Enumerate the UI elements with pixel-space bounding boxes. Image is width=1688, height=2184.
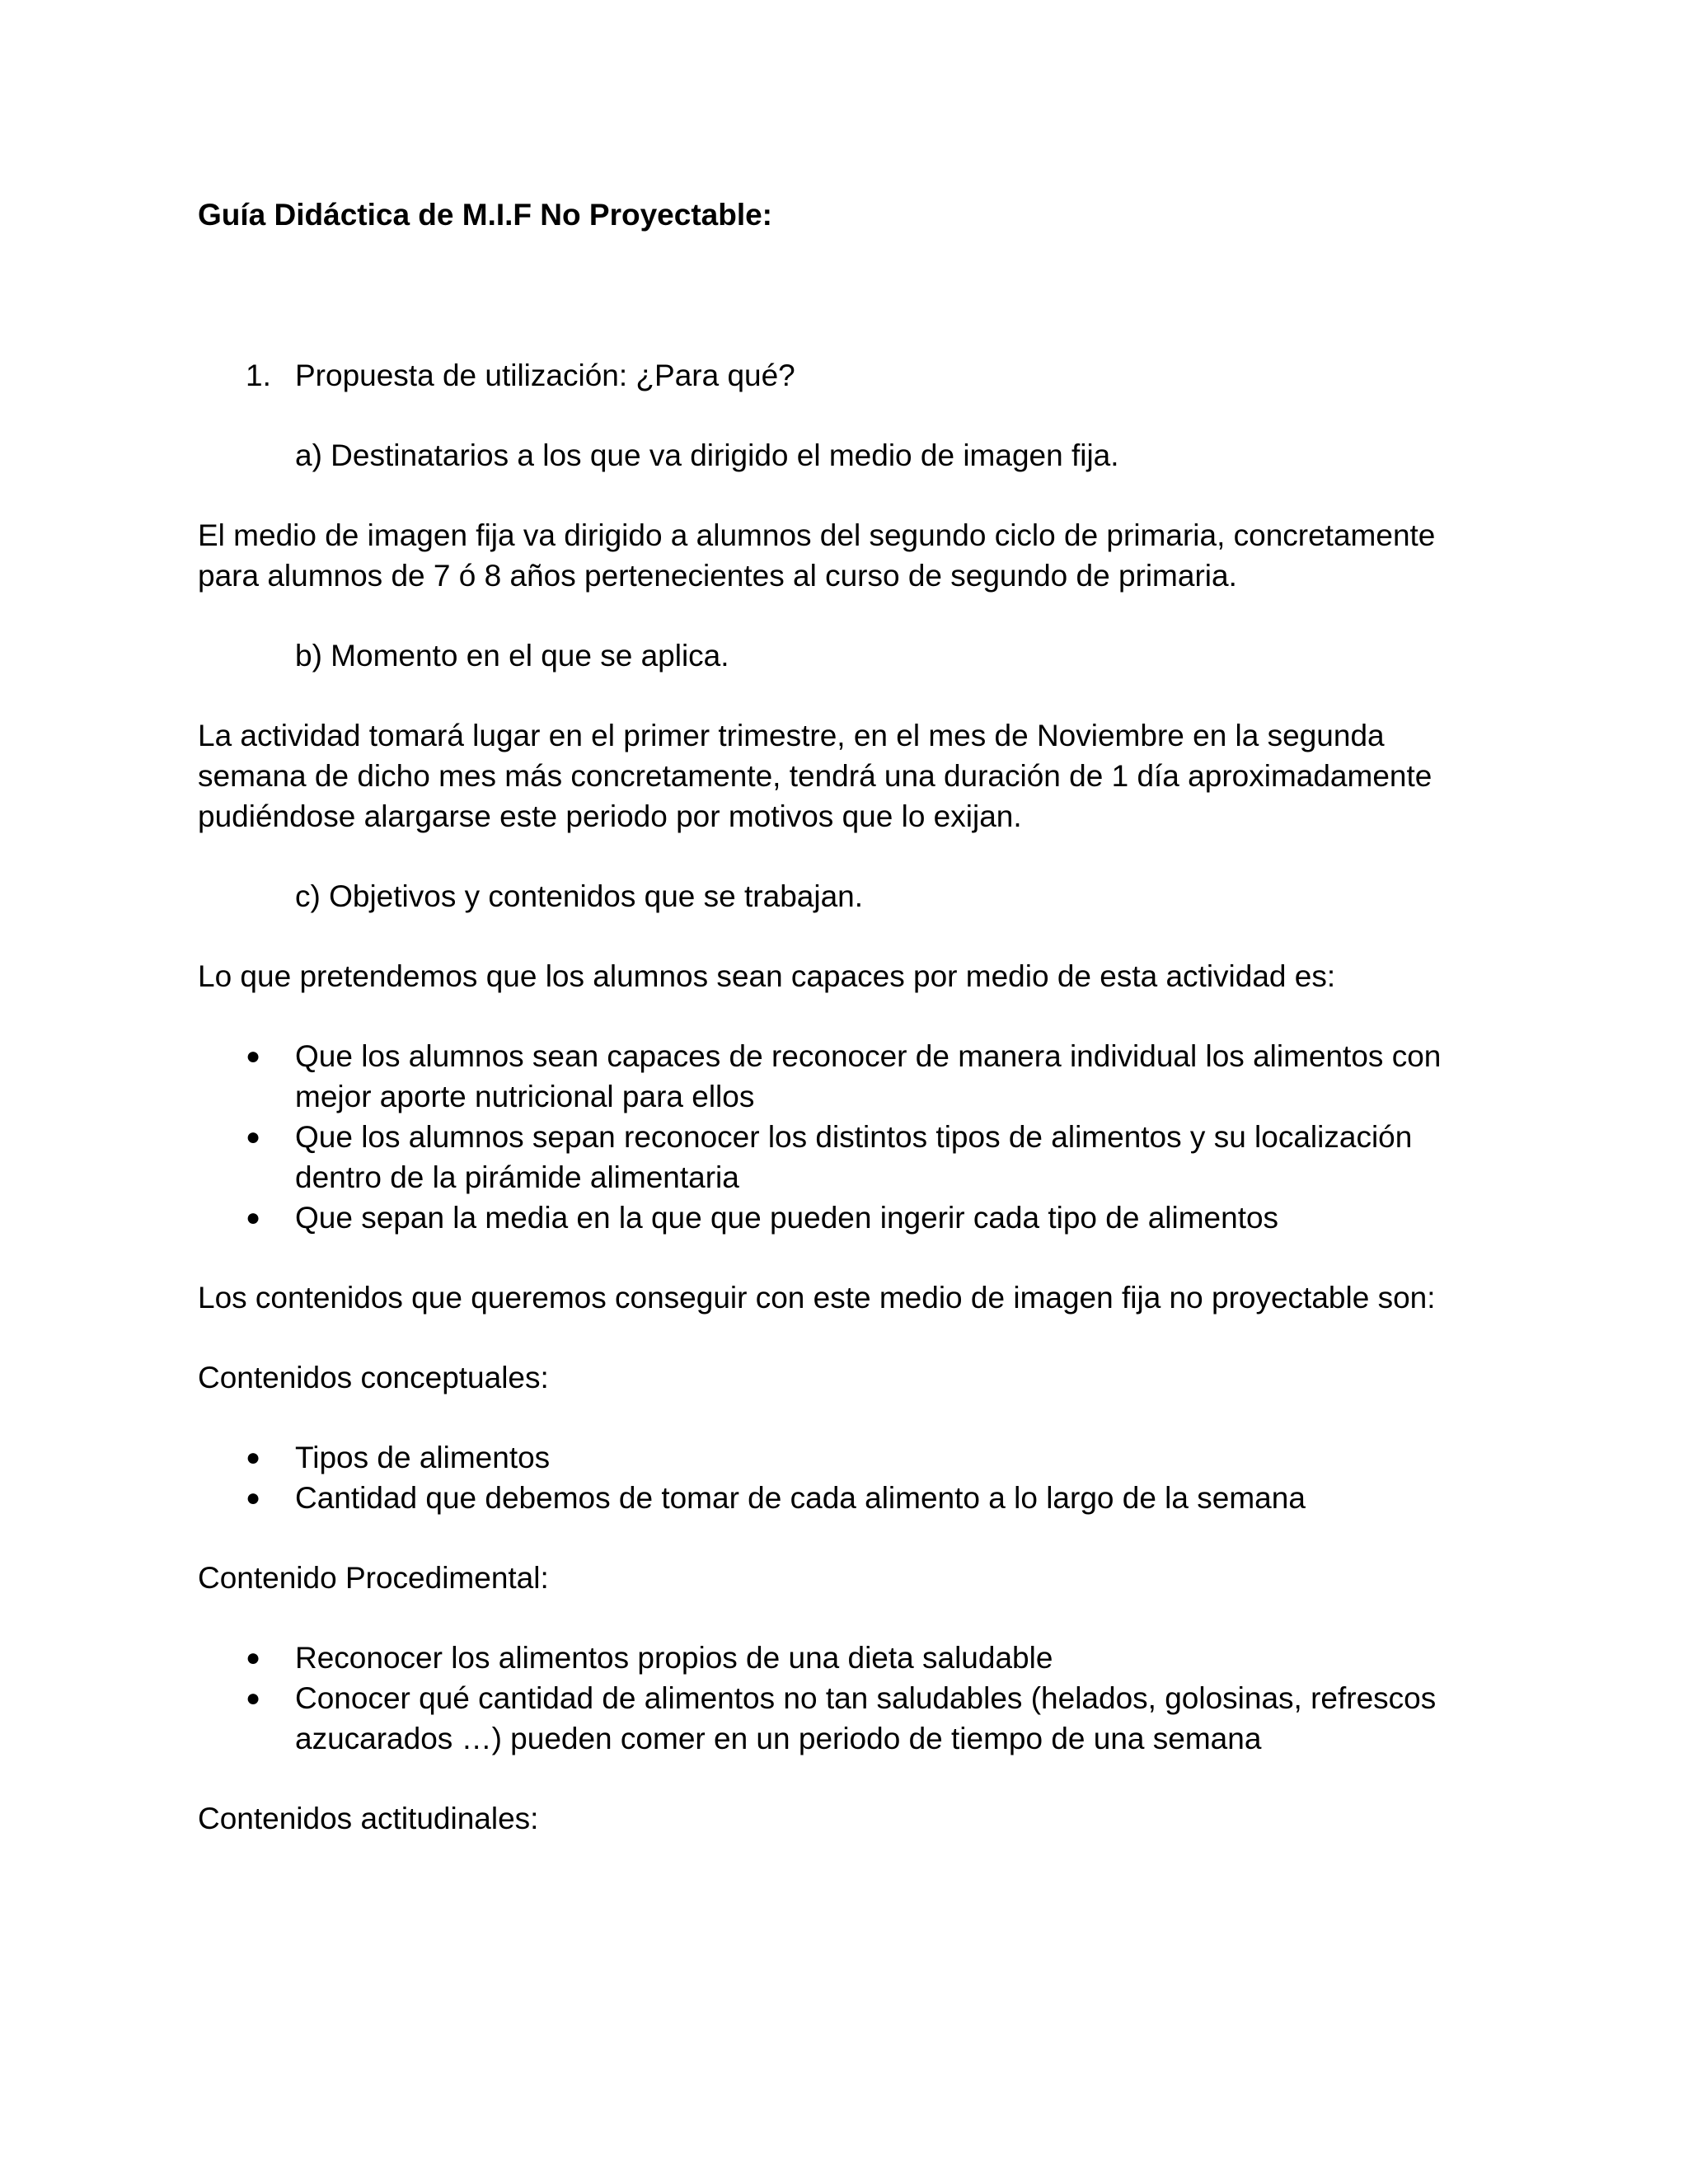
document-title: Guía Didáctica de M.I.F No Proyectable: [198, 198, 773, 232]
section-heading-text: Propuesta de utilización: ¿Para qué? [295, 359, 795, 392]
section-1-heading [198, 355, 1467, 396]
bullet-icon: ● [246, 1644, 261, 1671]
objectives-list [198, 1036, 1467, 1238]
bullet-icon: ● [246, 1484, 261, 1511]
section-number: 1. [246, 359, 271, 392]
list-item [198, 1678, 1467, 1759]
subsection-b-heading: b) Momento en el que se aplica. [295, 639, 729, 673]
list-item [198, 1478, 1467, 1518]
bullet-icon: ● [246, 1204, 261, 1231]
attitudinal-label: Contenidos actitudinales: [198, 1802, 539, 1835]
list-item [198, 1117, 1467, 1197]
list-item-text: Cantidad que debemos de tomar de cada alimento a lo largo de la semana [295, 1481, 1306, 1515]
bullet-icon: ● [246, 1043, 261, 1070]
conceptual-label: Contenidos conceptuales: [198, 1361, 549, 1394]
list-item-text: Conocer qué cantidad de alimentos no tan saludables (helados, golosinas, refrescos azucarados …) pueden comer en un periodo de tiempo de una semana [295, 1681, 1437, 1755]
subsection-a-paragraph: El medio de imagen fija va dirigido a alumnos del segundo ciclo de primaria, concretamente para alumnos de 7 ó 8 años pertenecientes al curso de segundo de primaria. [198, 518, 1436, 593]
bullet-icon: ● [246, 1685, 261, 1712]
subsection-c-heading: c) Objetivos y contenidos que se trabajan. [295, 879, 863, 913]
list-item [198, 1036, 1467, 1117]
list-item [198, 1638, 1467, 1678]
objectives-intro: Lo que pretendemos que los alumnos sean capaces por medio de esta actividad es: [198, 959, 1336, 993]
contents-intro: Los contenidos que queremos conseguir con este medio de imagen fija no proyectable son: [198, 1281, 1436, 1315]
list-item [198, 1197, 1467, 1238]
list-item [198, 1437, 1467, 1478]
subsection-b-paragraph: La actividad tomará lugar en el primer trimestre, en el mes de Noviembre en la segunda semana de dicho mes más concretamente, tendrá una duración de 1 día aproximadamente pudiéndose alargarse este periodo por motivos que lo exijan. [198, 719, 1432, 833]
list-item-text: Tipos de alimentos [295, 1441, 551, 1474]
list-item-text: Que sepan la media en la que que pueden ingerir cada tipo de alimentos [295, 1201, 1279, 1235]
conceptual-list [198, 1437, 1467, 1518]
list-item-text: Reconocer los alimentos propios de una dieta saludable [295, 1641, 1053, 1675]
bullet-icon: ● [246, 1444, 261, 1471]
list-item-text: Que los alumnos sean capaces de reconocer de manera individual los alimentos con mejor aporte nutricional para ellos [295, 1039, 1442, 1113]
procedural-label: Contenido Procedimental: [198, 1561, 549, 1595]
bullet-icon: ● [246, 1123, 261, 1151]
subsection-a-heading: a) Destinatarios a los que va dirigido el medio de imagen fija. [295, 438, 1119, 472]
procedural-list [198, 1638, 1467, 1759]
list-item-text: Que los alumnos sepan reconocer los distintos tipos de alimentos y su localización dentro de la pirámide alimentaria [295, 1120, 1413, 1194]
document-body [198, 194, 1467, 1839]
